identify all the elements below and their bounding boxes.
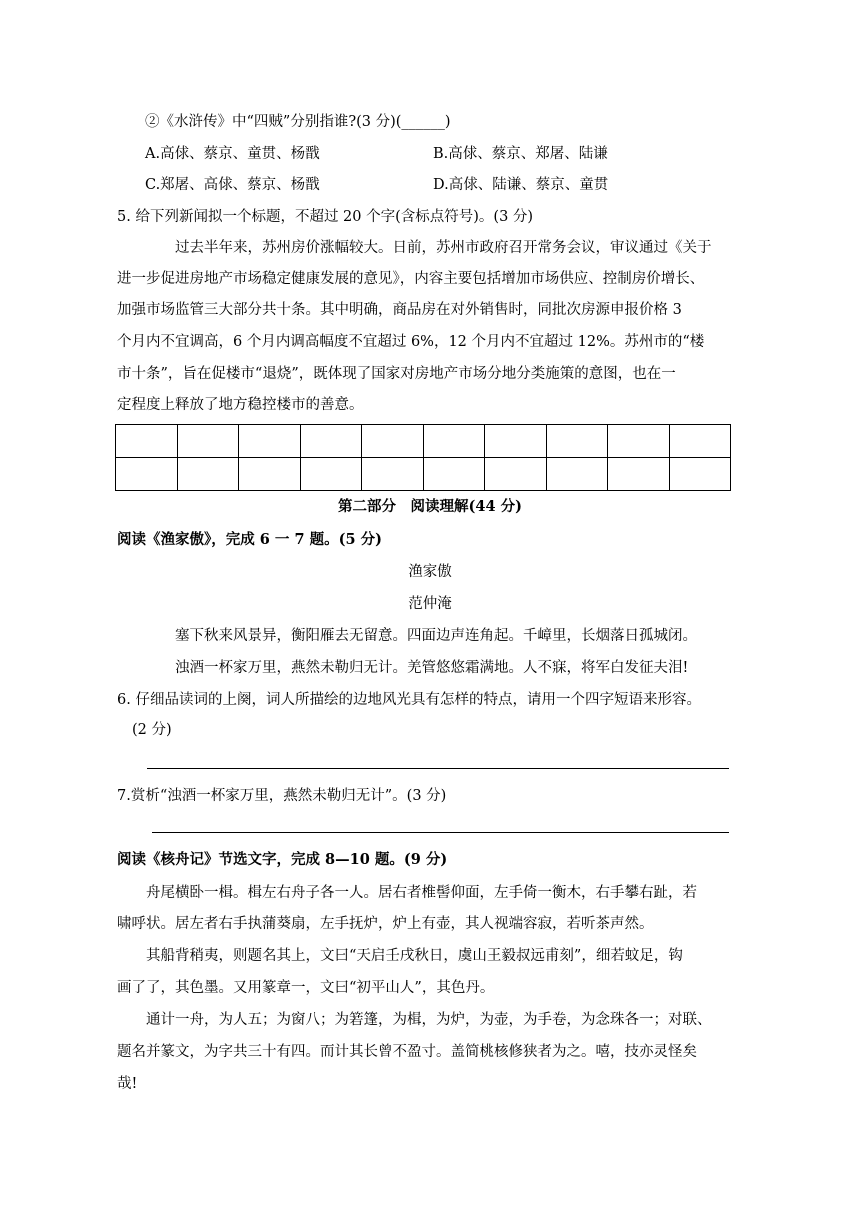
q4-2-option-a: A.高俅、蔡京、童贯、杨戬 — [145, 146, 320, 162]
poem-author: 范仲淹 — [408, 596, 452, 612]
answer-cell[interactable] — [485, 425, 547, 458]
answer-grid-row — [116, 425, 731, 458]
answer-cell[interactable] — [239, 425, 301, 458]
q5-news-line: 个月内不宜调高，6 个月内调高幅度不宜超过 6%，12 个月内不宜超过 12%。苏州市的“楼 — [117, 334, 705, 350]
answer-cell[interactable] — [300, 458, 362, 491]
q4-2-option-c: C.郑屠、高俅、蔡京、杨戬 — [145, 177, 320, 193]
answer-grid-row — [116, 458, 731, 491]
q4-2-stem: ②《水浒传》中“四贼”分别指谁?(3 分)(______) — [145, 114, 451, 130]
answer-cell[interactable] — [669, 458, 731, 491]
poem-line: 塞下秋来风景异，衡阳雁去无留意。四面边声连角起。千嶂里，长烟落日孤城闭。 — [175, 628, 697, 644]
answer-cell[interactable] — [546, 458, 608, 491]
hezhouji-line: 其船背稍夷，则题名其上，文曰“天启壬戌秋日，虞山王毅叔远甫刻”，细若蚊足，钩 — [146, 948, 683, 964]
answer-cell[interactable] — [546, 425, 608, 458]
answer-cell[interactable] — [423, 425, 485, 458]
q5-news-line: 进一步促进房地产市场稳定健康发展的意见》，内容主要包括增加市场供应、控制房价增长、 — [117, 271, 705, 287]
answer-cell[interactable] — [423, 458, 485, 491]
answer-cell[interactable] — [608, 458, 670, 491]
answer-grid — [115, 424, 731, 491]
answer-cell[interactable] — [300, 425, 362, 458]
poem-intro: 阅读《渔家傲》，完成 6 一 7 题。(5 分) — [117, 531, 382, 548]
q4-2-option-b: B.高俅、蔡京、郑屠、陆谦 — [433, 146, 608, 162]
answer-cell[interactable] — [177, 458, 239, 491]
answer-cell[interactable] — [177, 425, 239, 458]
q5-news-line: 定程度上释放了地方稳控楼市的善意。 — [117, 397, 364, 413]
answer-cell[interactable] — [116, 425, 178, 458]
q6-score: (2 分) — [132, 722, 172, 738]
q7-stem: 7.赏析“浊酒一杯家万里，燕然未勒归无计”。(3 分) — [117, 788, 447, 804]
poem-line: 浊酒一杯家万里，燕然未勒归无计。羌管悠悠霜满地。人不寐，将军白发征夫泪! — [175, 660, 689, 676]
q5-news-line: 市十条”，旨在促楼市“退烧”，既体现了国家对房地产市场分地分类施策的意图，也在一 — [117, 366, 676, 382]
hezhouji-line: 哉! — [117, 1076, 138, 1092]
q5-news-line: 过去半年来，苏州房价涨幅较大。日前，苏州市政府召开常务会议，审议通过《关于 — [175, 240, 712, 256]
hezhouji-line: 题名并篆文，为字共三十有四。而计其长曾不盈寸。盖简桃核修狭者为之。嘻，技亦灵怪矣 — [117, 1044, 697, 1060]
hezhouji-intro: 阅读《核舟记》节选文字，完成 8—10 题。(9 分) — [117, 851, 448, 868]
q7-answer-line[interactable] — [152, 832, 729, 833]
hezhouji-line: 通计一舟，为人五；为窗八；为箬篷，为楫，为炉，为壶，为手卷，为念珠各一；对联、 — [146, 1012, 712, 1028]
answer-cell[interactable] — [669, 425, 731, 458]
answer-cell[interactable] — [362, 425, 424, 458]
hezhouji-line: 舟尾横卧一楫。楫左右舟子各一人。居右者椎髻仰面，左手倚一衡木，右手攀右趾，若 — [146, 885, 697, 901]
answer-cell[interactable] — [116, 458, 178, 491]
part2-title: 第二部分 阅读理解(44 分) — [338, 498, 522, 515]
q5-news-line: 加强市场监管三大部分共十条。其中明确，商品房在对外销售时，同批次房源申报价格 3 — [117, 302, 682, 318]
q6-answer-line[interactable] — [147, 768, 729, 769]
q5-stem: 5. 给下列新闻拟一个标题，不超过 20 个字(含标点符号)。(3 分) — [117, 209, 534, 225]
hezhouji-line: 画了了，其色墨。又用篆章一，文曰“初平山人”，其色丹。 — [117, 980, 495, 996]
q4-2-option-d: D.高俅、陆谦、蔡京、童贯 — [433, 177, 609, 193]
answer-cell[interactable] — [608, 425, 670, 458]
answer-cell[interactable] — [485, 458, 547, 491]
q6-stem: 6. 仔细品读词的上阕，词人所描绘的边地风光具有怎样的特点，请用一个四字短语来形容。 — [117, 692, 701, 708]
poem-title: 渔家傲 — [408, 564, 452, 580]
hezhouji-line: 啸呼状。居左者右手执蒲葵扇，左手抚炉，炉上有壶，其人视端容寂，若听茶声然。 — [117, 916, 654, 932]
answer-cell[interactable] — [239, 458, 301, 491]
answer-cell[interactable] — [362, 458, 424, 491]
